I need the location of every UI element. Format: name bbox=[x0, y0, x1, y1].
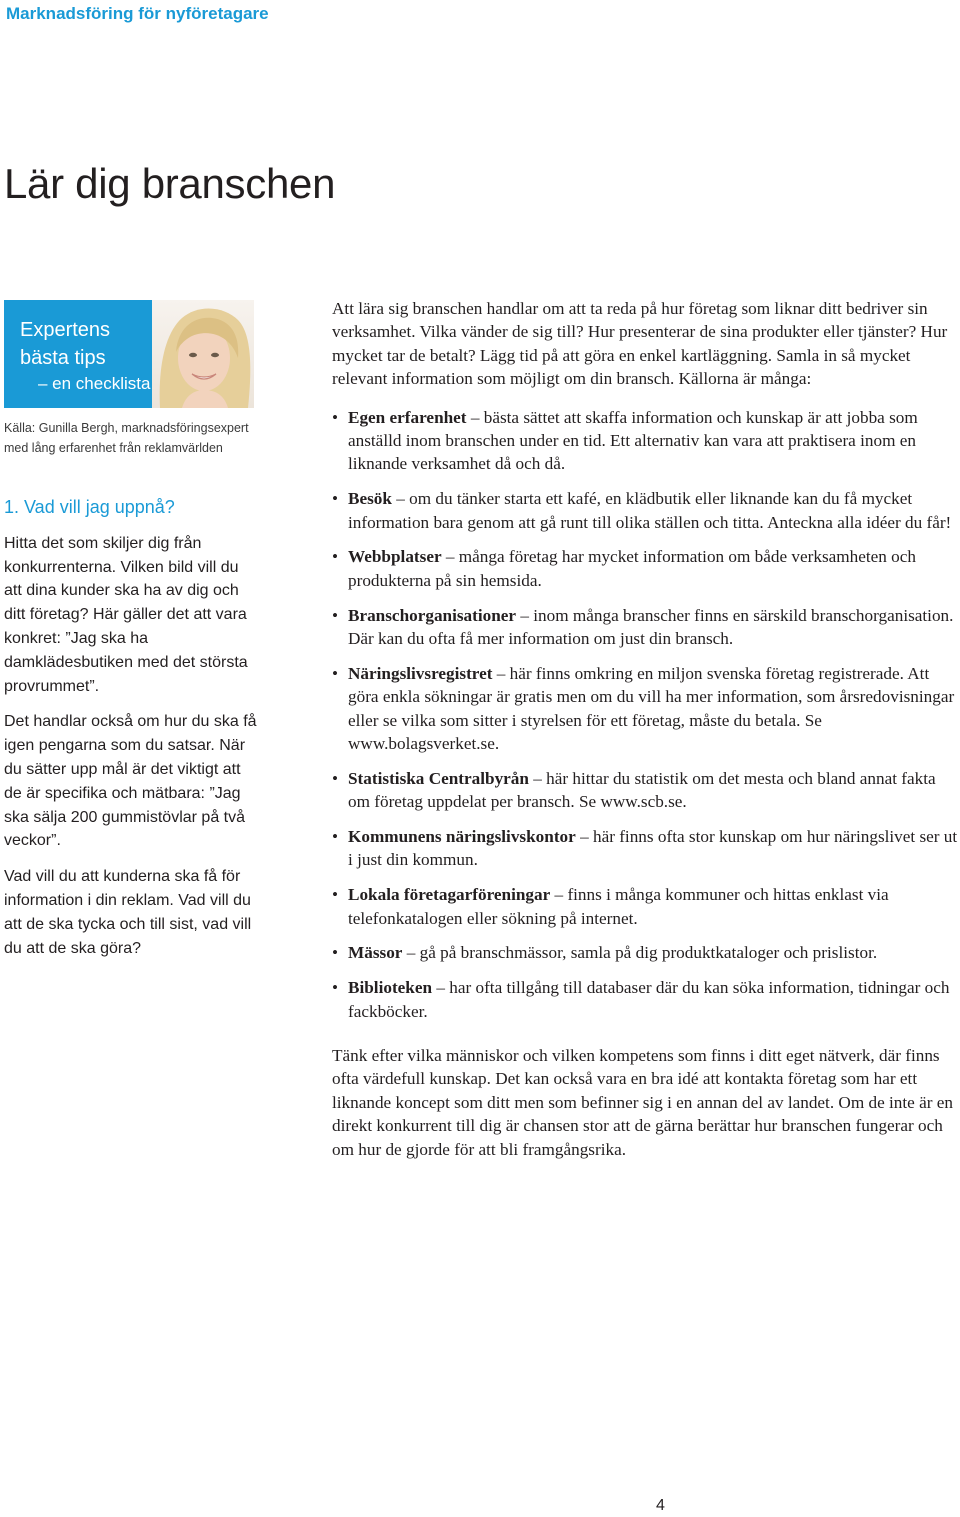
list-item-term: Biblioteken bbox=[348, 978, 433, 998]
tips-heading bbox=[20, 316, 110, 372]
list-item-text: – här hittar du statistik om det mesta och bland annat fakta om företag uppdelat per bransch. Se www.scb.se. bbox=[348, 768, 936, 812]
list-item-term: Mässor bbox=[348, 943, 403, 963]
bullet-icon: • bbox=[332, 827, 339, 847]
bullet-icon: • bbox=[332, 768, 339, 788]
list-item-text: – många företag har mycket information om både verksamheten och produkterna på sin hemsida. bbox=[348, 547, 916, 590]
list-item bbox=[332, 662, 960, 756]
list-item bbox=[332, 487, 960, 534]
list-item-text: – här finns ofta stor kunskap om hur näringslivet ser ut i just din kommun. bbox=[348, 827, 958, 870]
list-item bbox=[332, 545, 960, 592]
tips-heading-line2: bästa tips bbox=[20, 347, 106, 369]
running-head: Marknadsföring för nyföretagare bbox=[6, 4, 269, 23]
list-item bbox=[332, 883, 960, 930]
section-heading: 1. Vad vill jag uppnå? bbox=[4, 497, 175, 517]
right-column bbox=[332, 297, 960, 1161]
list-item-text: – inom många branscher finns en särskild branschorganisation. Där kan du ofta få mer information om just din bransch. bbox=[348, 605, 954, 649]
source-line1: Källa: Gunilla Bergh, marknadsföringsexpert bbox=[4, 421, 249, 435]
list-item bbox=[332, 767, 960, 814]
bullet-icon: • bbox=[332, 407, 339, 427]
bullet-icon: • bbox=[332, 943, 339, 963]
list-item bbox=[332, 976, 960, 1023]
list-item bbox=[332, 406, 960, 476]
list-item-term: Egen erfarenhet bbox=[348, 407, 467, 427]
intro-paragraph: Att lära sig branschen handlar om att ta reda på hur företag som liknar ditt bedriver sin verksamhet. Vilka vänder de sig till? Hur presenterar de sina produkter eller tjänster? Hur mycket tar de betalt? Lägg tid på att göra en enkel kartläggning. Samla in så mycket relevant information som möjligt om din bransch. Källorna är många: bbox=[332, 299, 948, 389]
list-item-text: – gå på branschmässor, samla på dig produktkataloger och prislistor. bbox=[402, 943, 878, 963]
bullet-icon: • bbox=[332, 978, 339, 998]
page-number: 4 bbox=[656, 1497, 665, 1514]
bullet-icon: • bbox=[332, 885, 339, 905]
page-title: Lär dig branschen bbox=[4, 160, 336, 207]
sources-list bbox=[332, 406, 960, 1023]
list-item-text: – har ofta tillgång till databaser där du kan söka information, tidningar och fackböcker. bbox=[348, 978, 950, 1021]
list-item-text: – finns i många kommuner och hittas enklast via telefonkatalogen eller sökning på internet. bbox=[348, 885, 889, 928]
tips-source bbox=[4, 418, 264, 458]
left-paragraph: Hitta det som skiljer dig från konkurrenterna. Vilken bild vill du att dina kunder ska ha av dig och ditt företag? Här gäller det att vara konkret: ”Jag ska ha damklädesbutiken med det största provrummet”. bbox=[4, 534, 248, 695]
list-item-term: Branschorganisationer bbox=[348, 605, 517, 625]
left-paragraph: Det handlar också om hur du ska få igen pengarna som du satsar. När du sätter upp mål är det viktigt att de är specifika och mätbara: ”Jag ska sälja 200 gummistövlar på två veckor”. bbox=[4, 713, 257, 850]
list-item-term: Webbplatser bbox=[348, 547, 442, 567]
closing-paragraph: Tänk efter vilka människor och vilken kompetens som finns i ditt eget nätverk, där finns ofta värdefull kunskap. Det kan också vara en bra idé att kontakta företag som har ett liknande koncept som ditt men som befinner sig i en annan del av landet. Om de inte är en direkt konkurrent till dig är chansen stor att de gärna berättar hur branschen fungerar och om hur de gjorde för att bli framgångsrika. bbox=[332, 1046, 953, 1159]
list-item-text: – om du tänker starta ett kafé, en klädbutik eller liknande kan du få mycket information bara genom att gå runt till olika ställen och titta. Anteckna alla idéer du får! bbox=[348, 489, 952, 532]
list-item-term: Besök bbox=[348, 489, 392, 509]
list-item-term: Lokala företagarföreningar bbox=[348, 885, 551, 905]
left-paragraph: Vad vill du att kunderna ska få för information i din reklam. Vad vill du att de ska tycka och till sist, vad vill du att de ska göra? bbox=[4, 868, 252, 957]
list-item bbox=[332, 941, 960, 964]
list-item-text: – här finns omkring en miljon svenska företag registrerade. Att göra enkla sökningar är gratis men om du vill ha mer information, som årsredovisningar eller se vilka som sitter i styrelsen för ett företag, måste du betala. Se www.bolagsverket.se. bbox=[348, 663, 955, 754]
list-item-term: Kommunens näringslivskontor bbox=[348, 827, 576, 847]
list-item bbox=[332, 825, 960, 872]
expert-portrait-photo bbox=[152, 300, 254, 408]
tips-box bbox=[4, 300, 152, 408]
portrait-illustration bbox=[152, 300, 254, 408]
bullet-icon: • bbox=[332, 489, 339, 509]
list-item bbox=[332, 604, 960, 651]
tips-heading-line1: Expertens bbox=[20, 319, 111, 341]
bullet-icon: • bbox=[332, 663, 339, 683]
bullet-icon: • bbox=[332, 547, 339, 567]
bullet-icon: • bbox=[332, 605, 339, 625]
list-item-term: Statistiska Centralbyrån bbox=[348, 768, 529, 788]
source-line2: med lång erfarenhet från reklamvärlden bbox=[4, 441, 223, 455]
list-item-text: – bästa sättet att skaffa information och kunskap är att jobba som anställd inom branschen under en tid. Ett alternativ kan vara att praktisera inom en liknande verksamhet då och då. bbox=[348, 407, 918, 474]
list-item-term: Näringslivsregistret bbox=[348, 663, 493, 683]
left-column bbox=[4, 496, 258, 972]
tips-subheading: – en checklista bbox=[38, 374, 151, 393]
